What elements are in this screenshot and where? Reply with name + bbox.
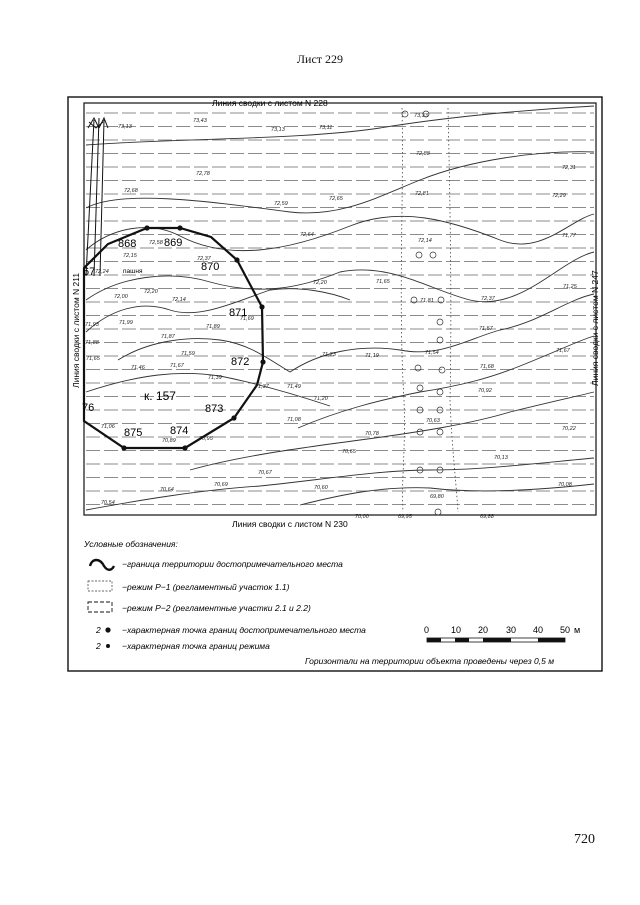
legend-point-number: 2 [96,625,101,635]
scale-tick: 0 [424,625,430,635]
scale-tick: 40 [533,625,544,635]
elevation-label: 71,93 [85,322,99,328]
point-label-873: 873 [205,403,224,415]
elevation-label: 71,81 [420,298,434,304]
elevation-label: 70,78 [365,431,379,437]
elevation-label: 70,63 [426,418,440,424]
elevation-label: 71,25 [563,284,577,290]
regime-r1-swatch-icon [88,581,112,591]
elevation-label: 72,00 [114,294,128,300]
elevation-label: 72,14 [418,238,432,244]
elevation-label: 71,59 [181,351,195,357]
elevation-label: 72,14 [172,297,186,303]
elevation-label: 72,64 [300,232,314,238]
elevation-label: 71,89 [206,324,220,330]
elevation-label: 70,89 [162,438,176,444]
point-label-869: 869 [164,237,183,249]
parcel-label: к. 157 [144,389,176,403]
elevation-label: 70,54 [101,500,115,506]
point-label-875: 875 [124,427,143,439]
contour-note: Горизонтали на территории объекта проведены через 0,5 м [305,656,555,666]
elevation-label: 71,87 [161,334,175,340]
elevation-label: 72,78 [196,171,210,177]
elevation-label: 70,60 [314,485,328,491]
elevation-label: 69,80 [430,494,444,500]
scale-unit: м [574,625,581,635]
elevation-label: 72,15 [123,253,137,259]
elevation-label: 71,39 [208,375,222,381]
elevation-label: 72,24 [95,269,109,275]
point-label-67: 67 [83,266,96,278]
elevation-label: 70,00 [355,514,369,520]
map-area [84,103,596,515]
elevation-label: 71,69 [240,316,254,322]
elevation-label: 72,37 [481,296,495,302]
elevation-label: 70,64 [160,487,174,493]
legend-item-regime-r2: −режим Р−2 (регламентные участки 2.1 и 2.2) [122,603,311,613]
elevation-label: 69,88 [480,514,494,520]
point-label-868: 868 [118,238,137,250]
elevation-label: 73,11 [319,125,333,131]
edge-label-left: Линия сводки с листом N 211 [71,272,81,388]
elevation-label: 72,58 [149,240,163,246]
elevation-label: 73,33 [414,113,428,119]
land-use-label: пашня [123,268,143,275]
elevation-label: 71,77 [562,233,576,239]
legend-title: Условные обозначения: [84,539,178,549]
sheet-title: Лист 229 [296,52,344,66]
legend [83,539,580,666]
elevation-label: 72,65 [329,196,343,202]
elevation-label: 72,31 [562,165,576,171]
elevation-label: 73,43 [193,118,207,124]
elevation-label: 72,88 [416,151,430,157]
legend-item-regime-point: −характерная точка границ режима [122,641,270,651]
point-label-871: 871 [229,307,248,319]
monument-point-icon [105,627,110,632]
regime-r2-swatch-icon [88,602,112,612]
elevation-label: 72,20 [313,280,327,286]
point-label-872: 872 [231,356,250,368]
elevation-label: 72,81 [415,191,429,197]
regime-point-icon [106,644,110,648]
elevation-label: 71,19 [365,353,379,359]
point-label-870: 870 [201,261,220,273]
scale-tick: 10 [451,625,462,635]
elevation-label: 71,54 [425,350,439,356]
edge-label-right: Линия сводки с листом N 247 [590,270,600,386]
scale-tick: 30 [506,625,517,635]
point-label-874: 874 [170,425,189,437]
page-number: 720 [574,832,595,847]
elevation-label: 71,67 [170,363,184,369]
elevation-label: 71,88 [85,340,99,346]
elevation-label: 71,46 [131,365,145,371]
elevation-label: 71,99 [119,320,133,326]
elevation-label: 72,20 [144,289,158,295]
elevation-label: 70,67 [258,470,272,476]
elevation-label: 72,29 [552,193,566,199]
elevation-label: 71,49 [287,384,301,390]
elevation-label: 73,13 [118,124,132,130]
legend-item-boundary: −граница территории достопримечательного места [122,559,343,569]
elevation-label: 71,57 [479,326,493,332]
elevation-label: 71,20 [314,396,328,402]
edge-label-top: Линия сводки с листом N 228 [212,98,328,108]
legend-item-regime-r1: −режим Р−1 (регламентный участок 1.1) [122,582,290,592]
elevation-label: 70,65 [342,449,356,455]
elevation-label: 71,06 [101,424,115,430]
elevation-label: 73,13 [271,127,285,133]
elevation-label: 72,59 [274,201,288,207]
elevation-label: 71,68 [480,364,494,370]
elevation-label: 71,67 [556,348,570,354]
elevation-label: 70,95 [199,436,213,442]
elevation-label: 69,95 [398,514,412,520]
elevation-label: 71,65 [376,279,390,285]
elevation-label: 71,23 [322,352,336,358]
elevation-label: 72,37 [197,256,211,262]
elevation-label: 70,08 [558,482,572,488]
elevation-label: 70,22 [562,426,576,432]
elevation-label: 70,69 [214,482,228,488]
legend-point-number: 2 [96,641,101,651]
legend-item-monument-point: −характерная точка границ достопримечательного места [122,625,366,635]
point-label-76: 76 [82,402,95,414]
elevation-label: 70,92 [478,388,492,394]
elevation-label: 71,65 [86,356,100,362]
elevation-label: 72,68 [124,188,138,194]
scale-tick: 20 [478,625,489,635]
elevation-label: 71,37 [255,384,269,390]
elevation-label: 71,08 [287,417,301,423]
elevation-label: 70,13 [494,455,508,461]
boundary-line-icon [90,560,114,570]
edge-label-bottom: Линия сводки с листом N 230 [232,519,348,529]
scale-bar [424,625,580,642]
scale-tick: 50 [560,625,571,635]
